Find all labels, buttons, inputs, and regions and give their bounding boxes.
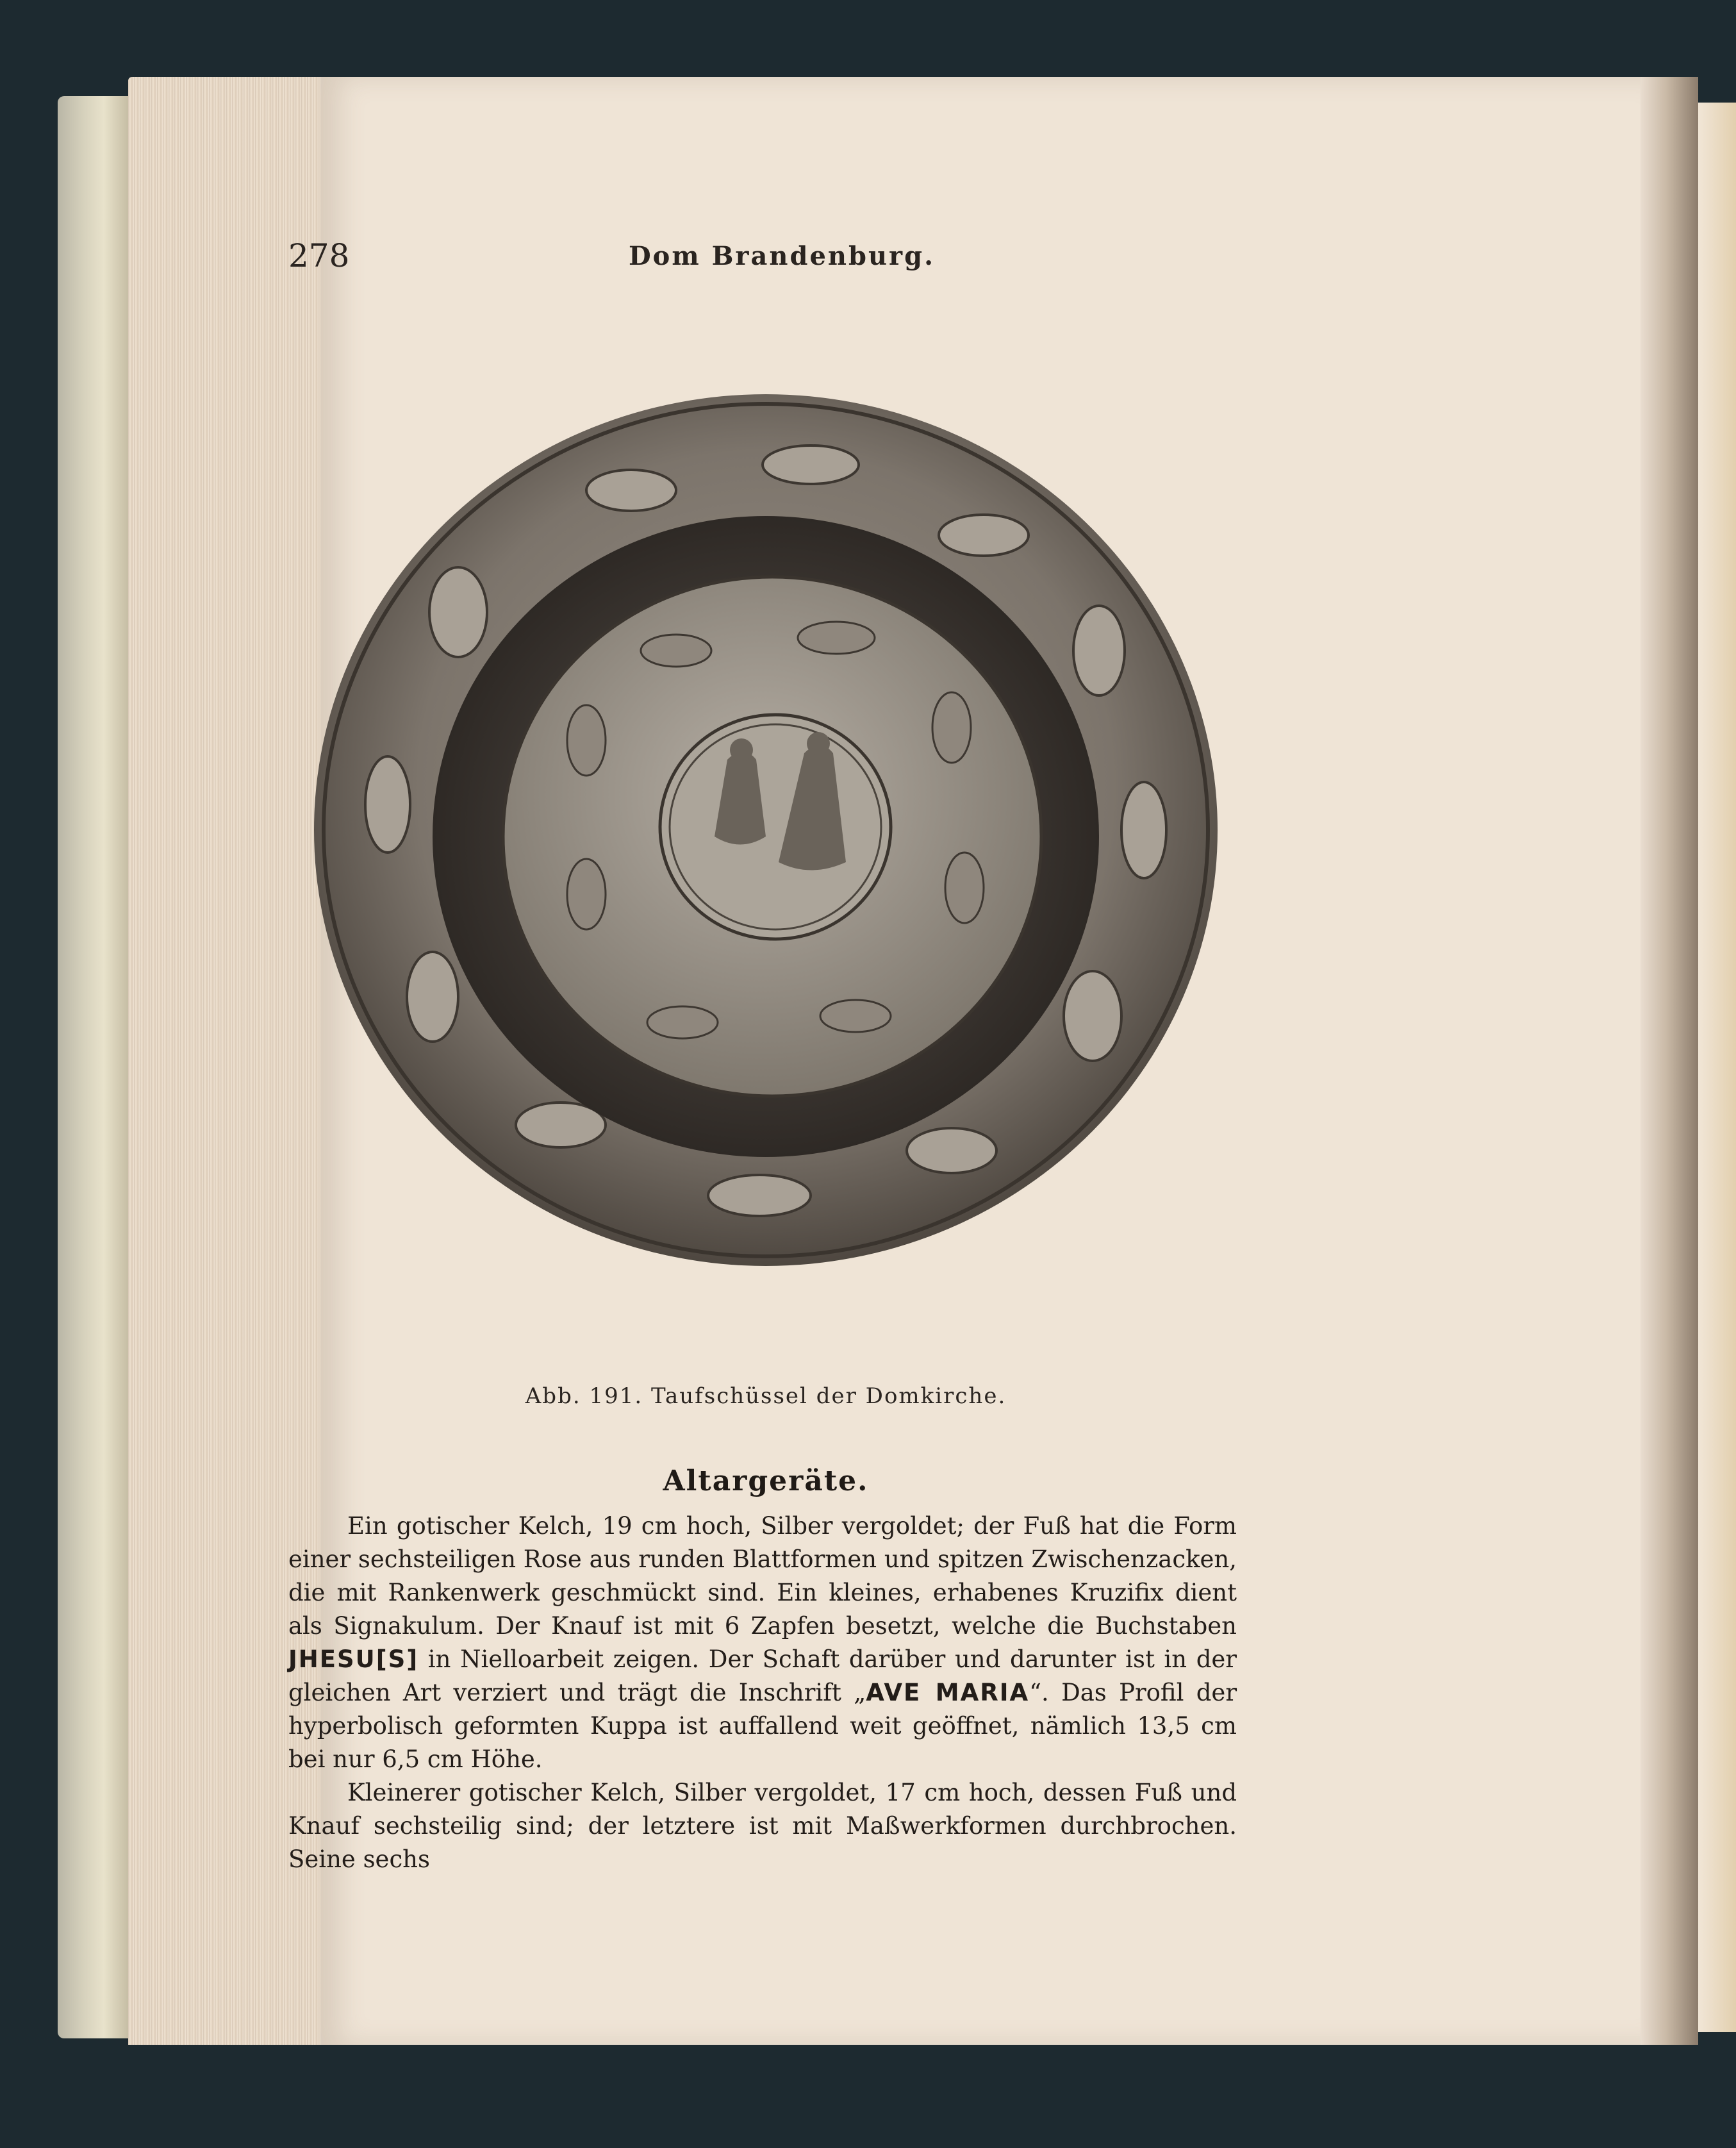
page-number: 278 [288, 237, 350, 274]
running-title: Dom Brandenburg. [628, 241, 936, 271]
paragraph-2: Kleinerer gotischer Kelch, Silber vergoldet, 17 cm hoch, dessen Fuß und Knauf sechsteilig sind; der letztere ist mit Maßwerkformen durchbrochen. Seine sechs [288, 1779, 1237, 1873]
figure-caption: Abb. 191. Taufschüssel der Domkirche. [525, 1383, 1007, 1409]
baptismal-bowl-illustration [285, 343, 1246, 1304]
paragraph-1-part-1: Ein gotischer Kelch, 19 cm hoch, Silber vergoldet; der Fuß hat die Form einer sechsteiligen Rose aus runden Blattformen und spitzen Zwischenzacken, die mit Rankenwerk geschmückt sind. Ein kleines, erhabenes Kruzifix dient als Signakulum. Der Knauf ist mit 6 Zapfen besetzt, welche die Buchstaben [288, 1512, 1237, 1640]
paragraph-1 [288, 1510, 1237, 1776]
running-head [288, 237, 1237, 288]
bowl-figure [285, 343, 1246, 1304]
paragraph-1-part-2: in Nielloarbeit zeigen. Der Schaft darüber und darunter ist in der gleichen Art verziert und trägt die Inschrift „ [288, 1645, 1237, 1706]
ornate-inscription-ave-maria: AVE MARIA [866, 1679, 1030, 1706]
section-heading: Altargeräte. [663, 1465, 869, 1497]
annunciation-medallion [660, 715, 891, 939]
body-text [288, 1510, 1237, 1876]
book-cover-edge [58, 96, 135, 2038]
paragraph-1-part-3: “. Das Profil der hyperbolisch geformten Kuppa ist auffallend weit geöffnet, nämlich 13,5 cm bei nur 6,5 cm Höhe. [288, 1679, 1237, 1773]
ornate-inscription-jhesus: JHESU[S] [288, 1645, 419, 1673]
book-gutter [1641, 77, 1698, 2045]
facing-page-edge [1698, 103, 1736, 2032]
